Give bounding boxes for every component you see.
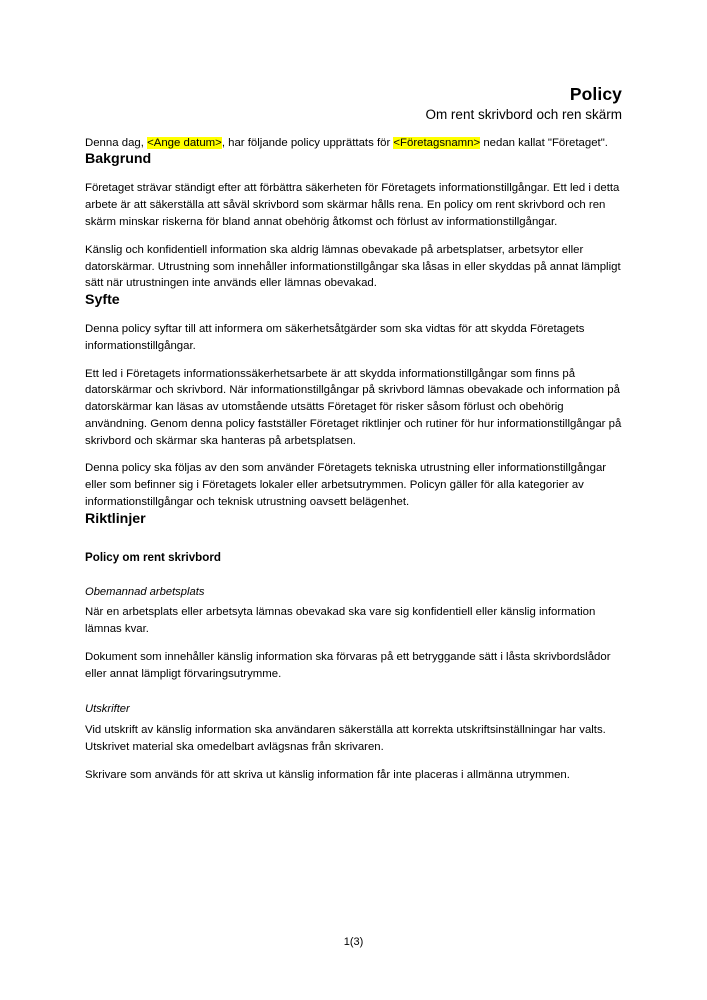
page-subtitle: Om rent skrivbord och ren skärm bbox=[425, 107, 622, 123]
bakgrund-paragraph-2: Känslig och konfidentiell information ska aldrig lämnas obevakade på arbetsplatser, arbetsytor eller datorskärmar. Utrustning som innehåller informationstillgångar ska låsas in eller skyddas på annat lämpligt sätt när utrustningen inte används eller lämnas obevakad. bbox=[85, 243, 621, 290]
page-title: Policy bbox=[569, 84, 622, 104]
subsubsection-heading-utskrifter: Utskrifter bbox=[85, 703, 130, 716]
syfte-paragraph-3: Denna policy ska följas av den som använder Företagets tekniska utrustning eller informationstillgångar eller som befinner sig i Företagets lokaler eller arbetsutrymmen. Policyn gäller för alla kategorier av informationstillgångar och teknisk utrustning oavsett belägenhet. bbox=[85, 462, 607, 508]
intro-paragraph bbox=[85, 135, 622, 152]
subsubsection-heading-obemannad-arbetsplats: Obemannad arbetsplats bbox=[85, 585, 205, 598]
utskrifter-paragraph-2: Skrivare som används för att skriva ut känslig information får inte placeras i allmänna utrymmen. bbox=[85, 768, 570, 781]
subsection-heading-rent-skrivbord: Policy om rent skrivbord bbox=[85, 550, 221, 564]
intro-text-between: , har följande policy upprättats för bbox=[221, 136, 394, 149]
section-heading-riktlinjer: Riktlinjer bbox=[85, 510, 146, 527]
intro-text-before-date: Denna dag, bbox=[85, 136, 148, 149]
section-heading-syfte: Syfte bbox=[85, 292, 120, 309]
company-name-placeholder: <Företagsnamn> bbox=[393, 136, 481, 149]
syfte-paragraph-2: Ett led i Företagets informationssäkerhetsarbete är att skydda informationstillgångar som finns på datorskärmar och skrivbord. När informationstillgångar på skrivbord lämnas obevakade och information på datorskärmar kan läsas av utomstående utsätts Företaget för risker såsom förlust och obehörig användning. Genom denna policy fastställer Företaget riktlinjer och rutiner för hur informationstillgångar på skrivbord och skärmar ska hanteras på arbetsplatsen. bbox=[85, 367, 622, 447]
date-placeholder: <Ange datum> bbox=[147, 136, 222, 149]
section-heading-bakgrund: Bakgrund bbox=[85, 151, 152, 168]
page-number-footer: 1(3) bbox=[343, 936, 364, 948]
bakgrund-paragraph-1: Företaget strävar ständigt efter att förbättra säkerheten för Företagets informationstillgångar. Ett led i detta arbete är att säkerställa att såväl skrivbord som skärmar hålls rena. En policy om rent skrivbord och ren skärm minskar riskerna för bland annat obehörig åtkomst och förlust av informationstillgångar. bbox=[85, 182, 620, 228]
obemannad-paragraph-2: Dokument som innehåller känslig information ska förvaras på ett betryggande sätt i låsta skrivbordslådor eller annat lämpligt förvaringsutrymme. bbox=[85, 650, 611, 680]
obemannad-paragraph-1: När en arbetsplats eller arbetsyta lämnas obevakad ska vare sig konfidentiell eller känslig information lämnas kvar. bbox=[85, 606, 596, 636]
document-header bbox=[85, 0, 622, 124]
document-content bbox=[85, 0, 622, 783]
utskrifter-paragraph-1: Vid utskrift av känslig information ska användaren säkerställa att korrekta utskriftsinställningar har valts. Utskrivet material ska omedelbart avlägsnas från skrivaren. bbox=[85, 724, 606, 753]
intro-text-after-company: nedan kallat "Företaget". bbox=[480, 136, 608, 149]
syfte-paragraph-1: Denna policy syftar till att informera om säkerhetsåtgärder som ska vidtas för att skydda Företagets informationstillgångar. bbox=[85, 323, 585, 352]
